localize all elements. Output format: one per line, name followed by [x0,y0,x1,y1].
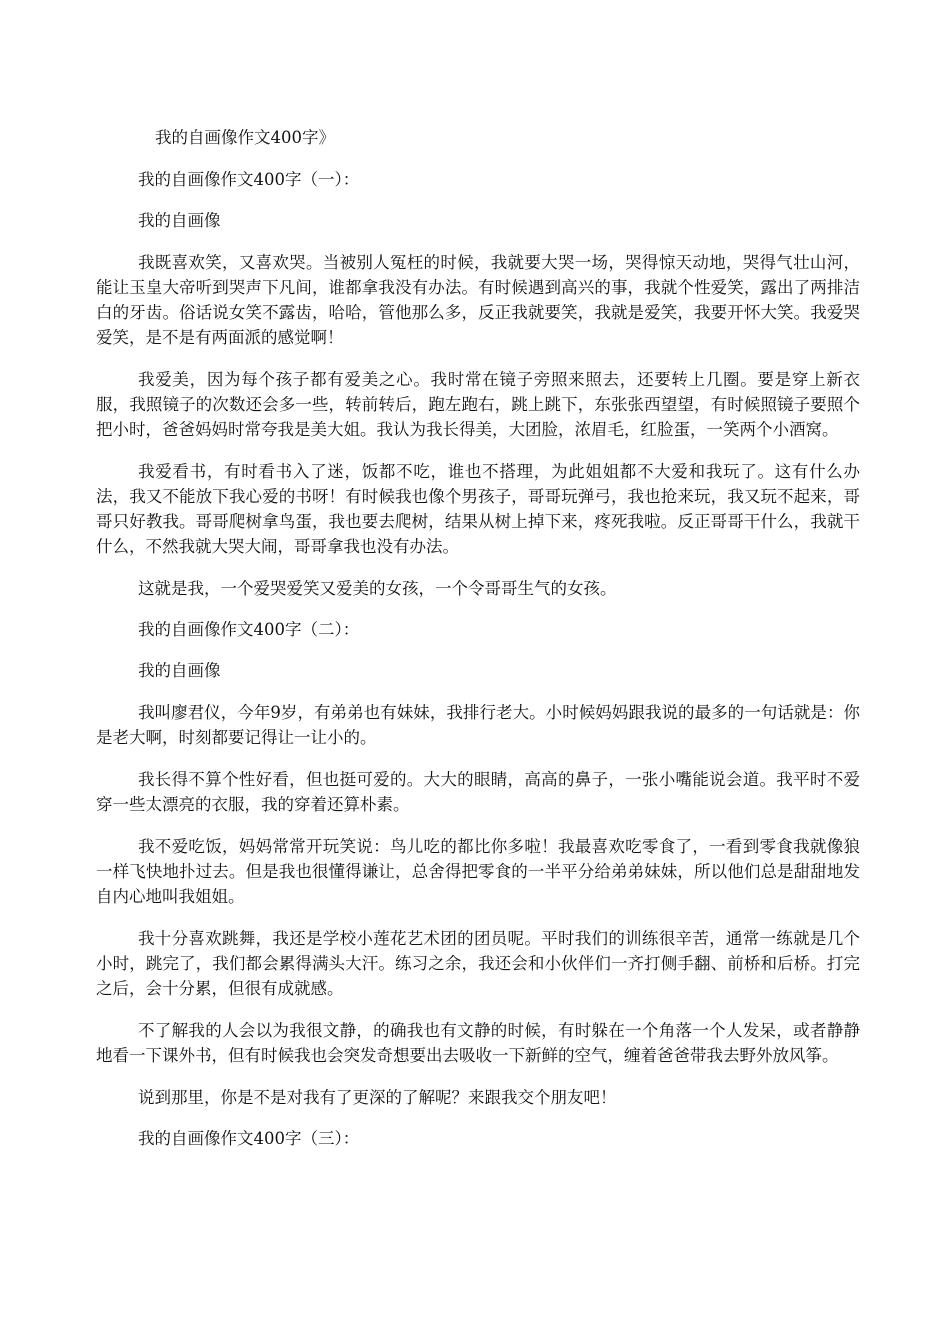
paragraph: 我爱美，因为每个孩子都有爱美之心。我时常在镜子旁照来照去，还要转上几圈。要是穿上新衣服，我照镜子的次数还会多一些，转前转后，跑左跑右，跳上跳下，东张张西望望，有时候照镜子要照个把小时，爸爸妈妈时常夸我是美大姐。我认为我长得美，大团脸，浓眉毛，红脸蛋，一笑两个小酒窝。 [96,370,860,439]
section-subheading: 我的自画像 [138,211,221,230]
paragraph: 不了解我的人会以为我很文静，的确我也有文静的时候，有时躲在一个角落一个人发呆，或者静静地看一下课外书，但有时候我也会突发奇想要出去吸收一下新鲜的空气，缠着爸爸带我去野外放风筝。 [96,1021,860,1065]
paragraph: 我叫廖君仪，今年9岁，有弟弟也有妹妹，我排行老大。小时候妈妈跟我说的最多的一句话就是：你是老大啊，时刻都要记得让一让小的。 [96,703,860,747]
paragraph: 说到那里，你是不是对我有了更深的了解呢？来跟我交个朋友吧！ [138,1088,617,1107]
document-body [96,168,860,1168]
paragraph: 我不爱吃饭，妈妈常常开玩笑说：鸟儿吃的都比你多啦！我最喜欢吃零食了，一看到零食我就像狼一样飞快地扑过去。但是我也很懂得谦让，总舍得把零食的一半平分给弟弟妹妹，所以他们总是甜甜地发自内心地叫我姐姐。 [96,837,860,906]
section-subheading: 我的自画像 [138,661,221,680]
paragraph: 我长得不算个性好看，但也挺可爱的。大大的眼睛，高高的鼻子，一张小嘴能说会道。我平时不爱穿一些太漂亮的衣服，我的穿着还算朴素。 [96,770,860,814]
paragraph: 我爱看书，有时看书入了迷，饭都不吃，谁也不搭理，为此姐姐都不大爱和我玩了。这有什么办法，我又不能放下我心爱的书呀！有时候我也像个男孩子，哥哥玩弹弓，我也抢来玩，我又玩不起来，哥哥只好教我。哥哥爬树拿鸟蛋，我也要去爬树，结果从树上掉下来，疼死我啦。反正哥哥干什么，我就干什么，不然我就大哭大闹，哥哥拿我也没有办法。 [96,462,860,556]
paragraph: 这就是我，一个爱哭爱笑又爱美的女孩，一个令哥哥生气的女孩。 [138,579,617,598]
document-title: 我的自画像作文400字》 [155,128,335,147]
section-heading: 我的自画像作文400字（二）： [138,620,360,639]
section-heading: 我的自画像作文400字（一）： [138,170,360,189]
paragraph: 我十分喜欢跳舞，我还是学校小莲花艺术团的团员呢。平时我们的训练很辛苦，通常一练就是几个小时，跳完了，我们都会累得满头大汗。练习之余，我还会和小伙伴们一齐打侧手翻、前桥和后桥。打完之后，会十分累，但很有成就感。 [96,929,860,998]
section-heading: 我的自画像作文400字（三）： [138,1129,360,1148]
paragraph: 我既喜欢笑，又喜欢哭。当被别人冤枉的时候，我就要大哭一场，哭得惊天动地，哭得气壮山河，能让玉皇大帝听到哭声下凡间，谁都拿我没有办法。有时候遇到高兴的事，我就个性爱笑，露出了两排洁白的牙齿。俗话说女笑不露齿，哈哈，管他那么多，反正我就要笑，我就是爱笑，我要开怀大笑。我爱哭爱笑，是不是有两面派的感觉啊！ [96,253,860,347]
